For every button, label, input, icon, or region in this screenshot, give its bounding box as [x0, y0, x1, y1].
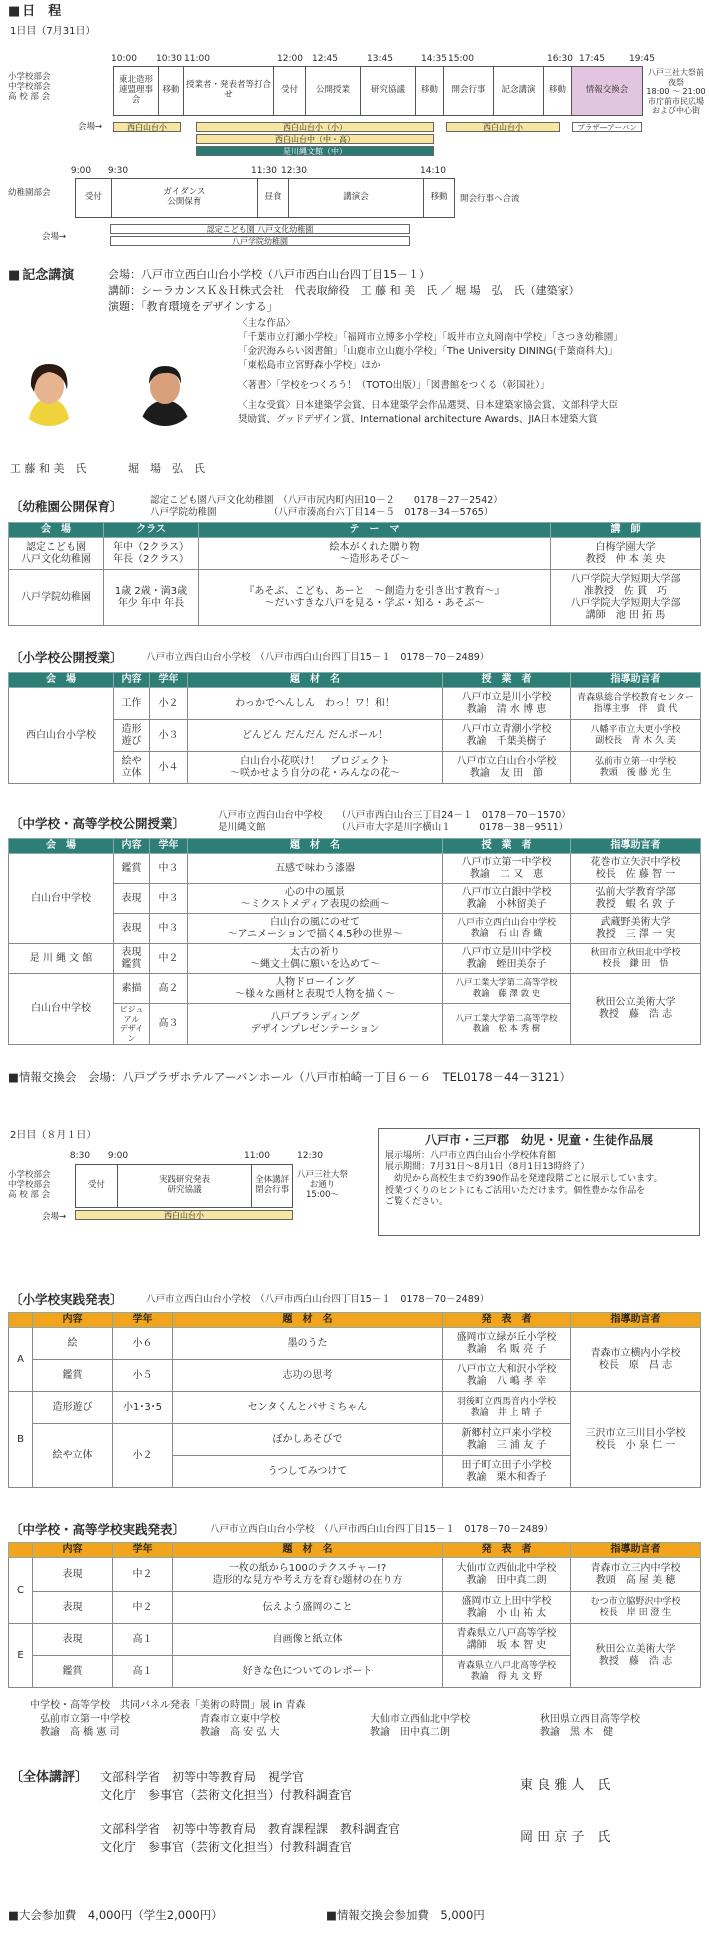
- slot-move: 移動: [416, 67, 444, 115]
- awards-line: 奨励賞、グッドデザイン賞、International architecture Awards、JIA日本建築大賞: [238, 414, 598, 425]
- table-row: A 絵 小６ 墨のうた 盛岡市立緑が丘小学校 教諭 名 販 亮 子 青森市立横内小学校 校長 原 昌 志: [9, 1328, 701, 1360]
- bar-venue: プラザ―アーバン: [572, 122, 642, 132]
- junior-title: 〔中学校・高等学校公開授業〕: [10, 816, 186, 831]
- junior-venue-2: 是川縄文館 （八戸市大字是川字横山１ 0178－38－9511）: [218, 822, 569, 833]
- exhibit-line: 授業づくりのヒントにもご活用いただけます。個性豊かな作品を: [385, 1185, 646, 1196]
- day2-times: 8:30 9:00 11:00 12:30: [69, 1151, 323, 1161]
- table-row: 絵や 立体 小４ 白山台小花咲け！ プロジェクト ～咲かせよう自分の花・みんなの花～ 八戸市立白山台小学校 教諭 友 田 節 弘前市立第一中学校 教頭 後 藤 光 生: [9, 752, 701, 784]
- reviewer-role: 文部科学省 初等中等教育局 教育課程課 教科調査官: [100, 1822, 401, 1836]
- table-row: 認定こども園 八戸文化幼稚園 年中（2クラス） 年長（2クラス） 絵本がくれた贈り物 ～造形あそび～ 白梅学園大学 教授 仲 本 美 央: [9, 538, 701, 570]
- slot-briefing: 授業者・発表者等打合せ: [184, 67, 274, 115]
- lecture-heading: ■ 記念講演: [8, 268, 74, 284]
- panel-entry: 青森市立東中学校 教諭 高 安 弘 大: [200, 1714, 280, 1738]
- table-row: C 表現 中２ 一枚の紙から100のテクスチャー!? 造形的な見方や考え方を育む題材の在り方 大仙市立西仙北中学校 教諭 田中真二朗 青森市立三内中学校 教頭 高 屋 美 穂: [9, 1558, 701, 1592]
- slot-reception: 受付: [274, 67, 306, 115]
- table-row: 鑑賞 高１ 好きな色についてのレポート 青森県立八戸北高等学校 教諭 得 丸 文 野: [9, 1656, 701, 1688]
- speaker-portrait-kudo: [16, 356, 82, 426]
- venue-label: 会場→: [42, 1212, 67, 1222]
- table-row: 表現 中２ 伝えよう盛岡のこと 盛岡市立上田中学校 教諭 小 山 祐 太 むつ市立脇野沢中学校 校長 岸 田 澄 生: [9, 1592, 701, 1624]
- table-row: 表現 中３ 白山台の風にのせて ～アニメーションで描く4.5秒の世界～ 八戸市立西白山台中学校 教諭 石 山 香 織 武蔵野美術大学 教授 三 澤 一 実: [9, 914, 701, 944]
- table-row: 造形 遊び 小３ どんどん だんだん だんボール！ 八戸市立青潮小学校 教諭 千葉美樹子 八幡平市立大更小学校 副校長 青 木 久 美: [9, 720, 701, 752]
- kinder-timeline: 受付 ガイダンス 公開保育 昼食 講演会 移動: [75, 178, 455, 218]
- table-row: 西白山台小学校 工作 小２ わっかでへんしん わっ！ワ！和！ 八戸市立是川小学校 教諭 清 水 博 恵 青森県総合学校教育センター 指導主事 伴 貴 代: [9, 688, 701, 720]
- table-row: 是 川 縄 文 館 表現 鑑賞 中２ 太古の祈り ～縄文土偶に願いを込めて～ 八戸市立是川中学校 教諭 蛭田美奈子 秋田市立秋田北中学校 校長 鎌 田 悟: [9, 944, 701, 974]
- panel-entry: 大仙市立西仙北中学校 教諭 田中真二朗: [370, 1714, 470, 1738]
- bar-kinder-venue: 認定こども園 八戸文化幼稚園: [110, 224, 410, 234]
- exchange-fee: ■情報交換会参加費 5,000円: [326, 1908, 485, 1922]
- bar-venue: 西白山台中（中・高）: [196, 134, 434, 144]
- elem-practice-table: 内容 学年 題 材 名 発 表 者 指導助言者 A 絵 小６ 墨のうた 盛岡市立緑が丘小学校 教諭 名 販 亮 子 青森市立横内小学校 校長 原 昌 志 鑑賞 小５ 志功の思考 八戸市立大和沢小学校 教諭 八 嶋 孝 幸 B 造形遊び 小1･3･5 センタくんとパサミちゃん 羽後町立西馬音内小学校 教諭 井 上 晴 子 三沢市立三川目小学校 校長 小 泉 仁 一 絵や立体 小２ ぼかしあそびで 新郷村立戸来小学校 教諭 三 浦 友 子 うつしてみつけて 田子町立田子小学校 教諭 栗木和香子: [8, 1312, 701, 1488]
- slot-discussion: 研究協議: [361, 67, 416, 115]
- junior-practice-sub: 八戸市立西白山台小学校 （八戸市西白山台四丁目15－１ 0178－70－2489）: [210, 1524, 554, 1535]
- exhibit-line: 展示期間：7月31日～8月1日（8月1日13時終了）: [385, 1162, 590, 1173]
- bar-venue: 西白山台小: [446, 122, 560, 132]
- table-row: 鑑賞 小５ 志功の思考 八戸市立大和沢小学校 教諭 八 嶋 孝 幸: [9, 1360, 701, 1392]
- exhibit-box: [378, 1128, 700, 1236]
- bar-venue: 西白山台小: [113, 122, 181, 132]
- day2-label: 2日目（８月１日）: [10, 1130, 97, 1141]
- elem-sub: 八戸市立西白山台小学校 （八戸市西白山台四丁目15－１ 0178－70－2489）: [146, 652, 490, 663]
- day1-timeline: [113, 66, 643, 116]
- kinder-times: 9:00 9:30 11:30 12:30 14:10: [70, 166, 446, 176]
- bar-kinder-venue: 八戸学院幼稚園: [110, 236, 410, 246]
- table-row: ビジュアル デザイン 高３ 八戸ブランディング デザインプレゼンテーション 八戸工業大学第二高等学校 教諭 松 本 秀 樹: [9, 1004, 701, 1045]
- venue-label: 会場→: [42, 232, 67, 242]
- day1-label: 1日目（7月31日）: [10, 26, 96, 37]
- reviewer-name: 東 良 雅 人 氏: [520, 1778, 611, 1793]
- table-row: 表現 中３ 心の中の風景 ～ミクストメディア表現の絵画～ 八戸市立白銀中学校 教諭 小林留美子 弘前大学教育学部 教授 蝦 名 敦 子: [9, 884, 701, 914]
- kinder-title: 〔幼稚園公開保育〕: [10, 499, 123, 514]
- junior-practice-title: 〔中学校・高等学校実践発表〕: [10, 1522, 186, 1537]
- slot-board-meeting: 東北造形連盟理事会: [114, 67, 159, 115]
- slot-lecture: 記念講演: [494, 67, 544, 115]
- exchange-line: ■情報交換会 会場：八戸プラザホテルアーバンホール（八戸市柏崎一丁目６－６ TEL0178－44－3121）: [8, 1070, 571, 1084]
- slot-move: 移動: [159, 67, 184, 115]
- kinder-table: 会 場 クラス テ ー マ 講 師 認定こども園 八戸文化幼稚園 年中（2クラス） 年長（2クラス） 絵本がくれた贈り物 ～造形あそび～ 白梅学園大学 教授 仲 本 美 央 八戸学院幼稚園 1歳 2歳・満3歳 年少 年中 年長 『あそぶ、こども、あーと ～創造力を引き出す教育～』 ～だいすきな八戸を見る・学ぶ・知る・あそぶ～ 八戸学院大学短期大学部 准教授 佐 貫 巧 八戸学院大学短期大学部 講師 池 田 拓 馬: [8, 522, 701, 626]
- elem-title: 〔小学校公開授業〕: [10, 650, 123, 665]
- works-line: 「千葉市立打瀬小学校」「福岡市立博多小学校」「坂井市立丸岡南中学校」「さつき幼稚園」: [238, 332, 623, 343]
- junior-venue-1: 八戸市立西白山台中学校 （八戸市西白山台三丁目24－１ 0178－70－1570）: [218, 810, 571, 821]
- bar-venue: 是川縄文館（中）: [196, 146, 434, 156]
- table-row: B 造形遊び 小1･3･5 センタくんとパサミちゃん 羽後町立西馬音内小学校 教諭 井 上 晴 子 三沢市立三川目小学校 校長 小 泉 仁 一: [9, 1392, 701, 1424]
- panel-entry: 秋田県立西目高等学校 教諭 黒 木 健: [540, 1714, 640, 1738]
- day1-times: 10:00 10:30 11:00 12:00 12:45 13:45 14:35 15:00 16:30 17:45 19:45: [111, 54, 655, 64]
- day2-groups: 小学校部会 中学校部会 高 校 部 会: [8, 1170, 51, 1201]
- elem-practice-title: 〔小学校実践発表〕: [10, 1292, 123, 1307]
- speaker-portrait-horiba: [132, 356, 198, 426]
- panel-title: 中学校・高等学校 共同パネル発表「美術の時間」展 in 青森: [30, 1700, 306, 1711]
- venue-label: 会場→: [78, 122, 103, 132]
- table-row: E 表現 高１ 自画像と紙立体 青森県立八戸高等学校 講師 坂 本 智 史 秋田公立美術大学 教授 藤 浩 志: [9, 1624, 701, 1656]
- slot-open-class: 公開授業: [306, 67, 361, 115]
- day2-festival-note: 八戸三社大祭 お通り 15:00～: [297, 1170, 349, 1201]
- slot-exchange: 情報交換会: [572, 67, 642, 115]
- bar-venue: 西白山台小（小）: [196, 122, 434, 132]
- conference-fee: ■大会参加費 4,000円（学生2,000円）: [8, 1908, 223, 1922]
- speaker-name-kudo: 工 藤 和 美 氏: [10, 462, 87, 475]
- table-row: 八戸学院幼稚園 1歳 2歳・満3歳 年少 年中 年長 『あそぶ、こども、あーと ～創造力を引き出す教育～』 ～だいすきな八戸を見る・学ぶ・知る・あそぶ～ 八戸学院大学短期大学部 准教授 佐 貫 巧 八戸学院大学短期大学部 講師 池 田 拓 馬: [9, 570, 701, 626]
- kinder-venue-1: 認定こども園八戸文化幼稚園 （八戸市尻内町内田10－２ 0178－27－2542）: [150, 495, 503, 506]
- review-title: 〔全体講評〕: [10, 1770, 89, 1785]
- exhibit-line: ご覧ください。: [385, 1197, 449, 1208]
- junior-table: 会 場 内容 学年 題 材 名 授 業 者 指導助言者 白山台中学校 鑑賞 中３ 五感で味わう漆器 八戸市立第一中学校 教諭 二 又 恵 花巻市立矢沢中学校 校長 佐 藤 智 一 表現 中３ 心の中の風景 ～ミクストメディア表現の絵画～ 八戸市立白銀中学校 教諭 小林留美子 弘前大学教育学部 教授 蝦 名 敦 子 表現 中３ 白山台の風にのせて ～アニメーションで描く4.5秒の世界～ 八戸市立西白山台中学校 教諭 石 山 香 織 武蔵野美術大学 教授 三 澤 一 実 是 川 縄 文 館 表現 鑑賞 中２ 太古の祈り ～縄文土偶に願いを込めて～ 八戸市立是川中学校 教諭 蛭田美奈子 秋田市立秋田北中学校 校長 鎌 田 悟 白山台中学校 素描 高２ 人物ドローイング ～様々な画材と表現で人物を描く～ 八戸工業大学第二高等学校 教諭 藤 澤 敦 史 秋田公立美術大学 教授 藤 浩 志 ビジュアル デザイン 高３ 八戸ブランディング デザインプレゼンテーション 八戸工業大学第二高等学校 教諭 松 本 秀 樹: [8, 838, 701, 1045]
- lecture-venue: 会場：八戸市立西白山台小学校（八戸市西白山台四丁目15－１）: [108, 268, 430, 281]
- works-label: 〈主な作品〉: [238, 318, 296, 329]
- reviewer-role: 文化庁 参事官（芸術文化担当）付教科調査官: [100, 1840, 353, 1854]
- schedule-heading: ■ 日 程: [8, 4, 61, 20]
- slot-opening: 開会行事: [444, 67, 494, 115]
- lecture-title: 演題：「教育環境をデザインする」: [108, 300, 278, 313]
- day2-timeline: 受付 実践研究発表 研究協議 全体講評 閉会行事: [75, 1164, 293, 1208]
- reviewer-name: 岡 田 京 子 氏: [520, 1830, 611, 1845]
- kinder-group-label: 幼稚園部会: [8, 188, 51, 198]
- table-row: うつしてみつけて 田子町立田子小学校 教諭 栗木和香子: [9, 1456, 701, 1488]
- elem-practice-sub: 八戸市立西白山台小学校 （八戸市西白山台四丁目15－１ 0178－70－2489）: [146, 1294, 490, 1305]
- festival-note: 八戸三社大祭前夜祭 18:00 ～ 21:00 市庁前市民広場および中心街: [646, 68, 706, 116]
- reviewer-role: 文部科学省 初等中等教育局 視学官: [100, 1770, 305, 1784]
- speaker-name-horiba: 堀 場 弘 氏: [128, 462, 205, 475]
- table-row: 白山台中学校 素描 高２ 人物ドローイング ～様々な画材と表現で人物を描く～ 八戸工業大学第二高等学校 教諭 藤 澤 敦 史 秋田公立美術大学 教授 藤 浩 志: [9, 974, 701, 1004]
- slot-move: 移動: [544, 67, 572, 115]
- table-row: 白山台中学校 鑑賞 中３ 五感で味わう漆器 八戸市立第一中学校 教諭 二 又 恵 花巻市立矢沢中学校 校長 佐 藤 智 一: [9, 854, 701, 884]
- kinder-venue-2: 八戸学院幼稚園 （八戸市湊高台六丁目14－５ 0178－34－5765）: [150, 507, 494, 518]
- awards-line: 〈主な受賞〉日本建築学会賞、日本建築学会作品選奨、日本建築家協会賞、文部科学大臣: [238, 400, 619, 411]
- exhibit-title: 八戸市・三戸郡 幼児・児童・生徒作品展: [424, 1133, 653, 1147]
- exhibit-line: 幼児から高校生まで約390作品を発達段階ごとに展示しています。: [385, 1173, 663, 1184]
- table-row: 絵や立体 小２ ぼかしあそびで 新郷村立戸来小学校 教諭 三 浦 友 子: [9, 1424, 701, 1456]
- day2-venue-bar: 西白山台小: [75, 1210, 293, 1220]
- day1-groups: 小学校部会 中学校部会 高 校 部 会: [8, 72, 51, 103]
- works-line: 「金沢海みらい図書館」「山鹿市立山鹿小学校」「The University DINING(千葉商科大)」: [238, 346, 618, 357]
- elem-table: 会 場 内容 学年 題 材 名 授 業 者 指導助言者 西白山台小学校 工作 小２ わっかでへんしん わっ！ワ！和！ 八戸市立是川小学校 教諭 清 水 博 恵 青森県総合学校教育センター 指導主事 伴 貴 代 造形 遊び 小３ どんどん だんだん だんボール！ 八戸市立青潮小学校 教諭 千葉美樹子 八幡平市立大更小学校 副校長 青 木 久 美 絵や 立体 小４ 白山台小花咲け！ プロジェクト ～咲かせよう自分の花・みんなの花～ 八戸市立白山台小学校 教諭 友 田 節 弘前市立第一中学校 教頭 後 藤 光 生: [8, 672, 701, 784]
- works-line: 「東松島市立宮野森小学校」ほか: [238, 360, 381, 371]
- books-line: 〈著書〉「学校をつくろう！（TOTO出版）」「図書館をつくる（彰国社）」: [238, 380, 550, 391]
- kinder-merge-note: 開会行事へ合流: [460, 194, 520, 204]
- junior-practice-table: 内容 学年 題 材 名 発 表 者 指導助言者 C 表現 中２ 一枚の紙から100のテクスチャー!? 造形的な見方や考え方を育む題材の在り方 大仙市立西仙北中学校 教諭 田中真二朗 青森市立三内中学校 教頭 高 屋 美 穂 表現 中２ 伝えよう盛岡のこと 盛岡市立上田中学校 教諭 小 山 祐 太 むつ市立脇野沢中学校 校長 岸 田 澄 生 E 表現 高１ 自画像と紙立体 青森県立八戸高等学校 講師 坂 本 智 史 秋田公立美術大学 教授 藤 浩 志 鑑賞 高１ 好きな色についてのレポート 青森県立八戸北高等学校 教諭 得 丸 文 野: [8, 1542, 701, 1688]
- lecture-speaker: 講師：シーラカンスＫ＆Ｈ株式会社 代表取締役 工 藤 和 美 氏 ／ 堀 場 弘 氏（建築家）: [108, 284, 580, 297]
- reviewer-role: 文化庁 参事官（芸術文化担当）付教科調査官: [100, 1788, 353, 1802]
- panel-entry: 弘前市立第一中学校 教諭 高 橋 憲 司: [40, 1714, 130, 1738]
- exhibit-line: 展示場所：八戸市立西白山台小学校体育館: [385, 1150, 557, 1161]
